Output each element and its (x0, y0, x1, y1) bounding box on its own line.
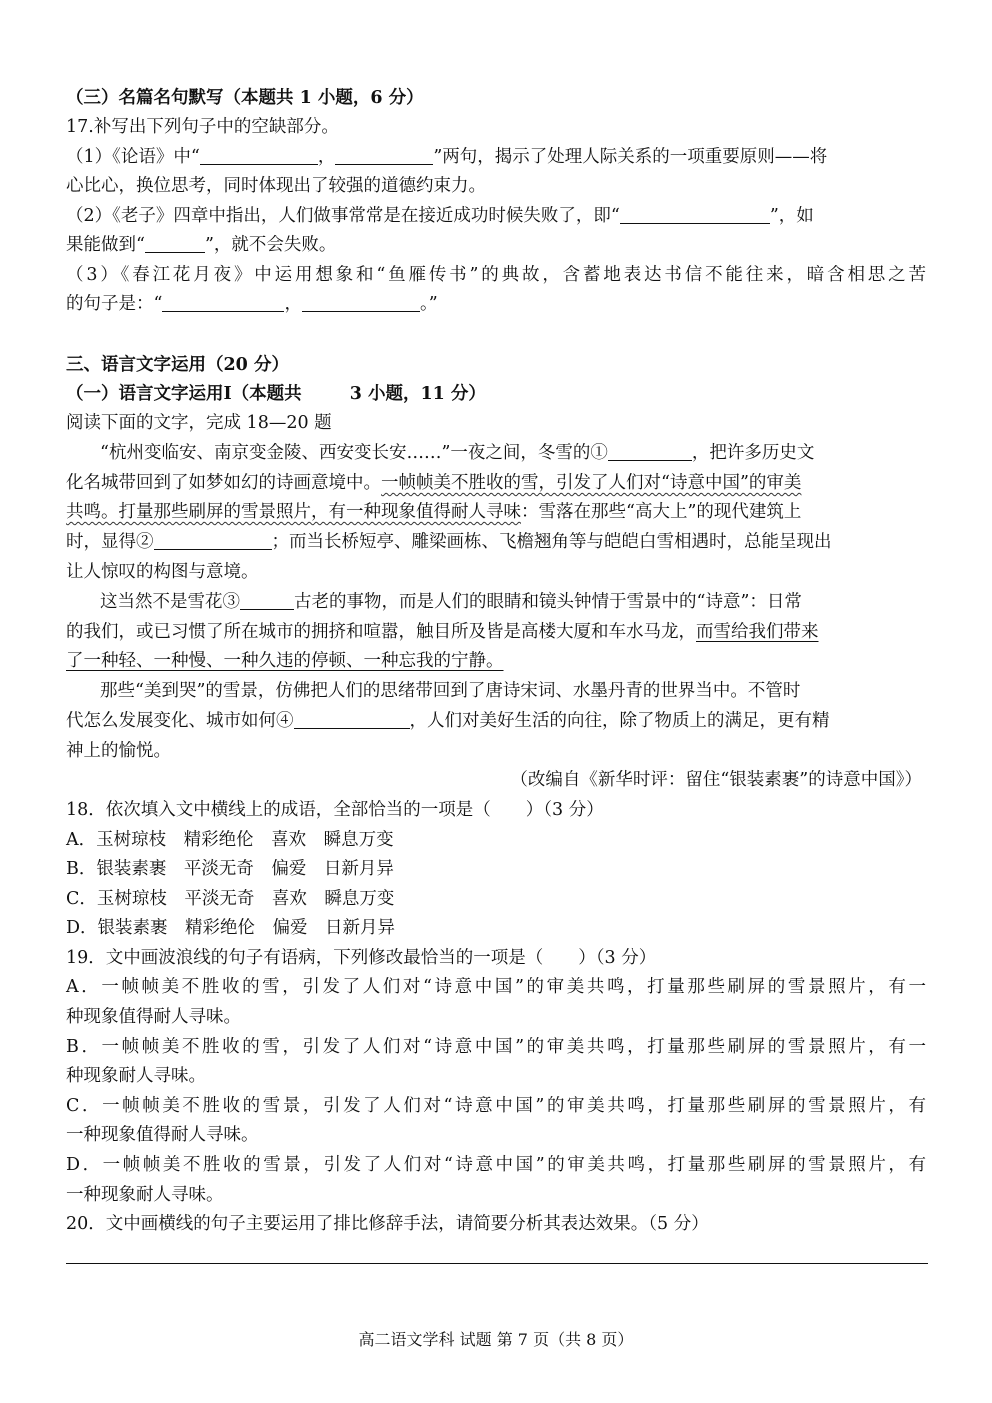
text: 这当然不是雪花③ (100, 592, 240, 612)
question-17-part-2-line-1 (66, 204, 926, 228)
passage-line-4 (66, 530, 926, 554)
answer-blank-3[interactable] (240, 591, 294, 610)
text: 果能做到“ (66, 235, 145, 255)
question-17-stem: 17.补写出下列句子中的空缺部分。 (66, 117, 339, 137)
text: 古老的事物，而是人们的眼睛和镜头钟情于雪景中的“诗意”：日常 (294, 592, 802, 612)
text: （一）语言文字运用Ⅰ（本题共 (66, 384, 302, 404)
underlined-sentence: 而雪给我们带来 (696, 622, 819, 642)
question-19-option-d-line-2[interactable]: 一种现象耐人寻味。 (66, 1185, 224, 1205)
text: 的我们，或已习惯了所在城市的拥挤和喧嚣，触目所及皆是高楼大厦和车水马龙， (66, 622, 696, 642)
question-20-stem: 20．文中画横线的句子主要运用了排比修辞手法，请简要分析其表达效果。（5 分） (66, 1214, 709, 1234)
text: ”两句，揭示了处理人际关系的一项重要原则——将 (433, 147, 828, 167)
text: ：雪落在那些“高大上”的现代建筑上 (521, 502, 802, 522)
question-19-stem: 19．文中画波浪线的句子有语病，下列修改最恰当的一项是（ ）（3 分） (66, 948, 657, 968)
section-title-language-use: 三、语言文字运用（20 分） (66, 355, 289, 375)
reading-instruction: 阅读下面的文字，完成 18—20 题 (66, 413, 332, 433)
passage-line-2 (66, 471, 926, 495)
subsection-title (66, 382, 486, 406)
passage-line-11: 神上的愉悦。 (66, 741, 171, 761)
text: “杭州变临安、南京变金陵、西安变长安……”一夜之间，冬雪的① (100, 443, 608, 463)
text: ，人们对美好生活的向往，除了物质上的满足，更有精 (409, 711, 830, 731)
text: 的句子是：“ (66, 294, 163, 314)
answer-blank[interactable] (162, 293, 284, 312)
text: 代怎么发展变化、城市如何④ (66, 711, 294, 731)
text: 。” (419, 294, 438, 314)
text: 时，显得② (66, 532, 154, 552)
question-19-option-c-line-2[interactable]: 一种现象值得耐人寻味。 (66, 1125, 259, 1145)
question-18-option-a[interactable]: A．玉树琼枝 精彩绝伦 喜欢 瞬息万变 (66, 830, 394, 850)
passage-line-7 (66, 620, 926, 644)
wavy-underlined-sentence: 一帧帧美不胜收的雪，引发了人们对“诗意中国”的审美 (381, 473, 802, 493)
question-19-option-d-line-1[interactable]: D．一帧帧美不胜收的雪景，引发了人们对“诗意中国”的审美共鸣，打量那些刷屏的雪景照片，有 (66, 1155, 926, 1175)
text: ；而当长桥短亭、雕梁画栋、飞檐翘角等与皑皑白雪相遇时，总能呈现出 (271, 532, 832, 552)
answer-blank[interactable] (302, 293, 420, 312)
text: ，把许多历史文 (691, 443, 815, 463)
text: ”，如 (769, 206, 814, 226)
question-19-option-b-line-2[interactable]: 种现象耐人寻味。 (66, 1066, 206, 1086)
question-17-part-3-line-1: （3）《春江花月夜》中运用想象和“鱼雁传书”的典故，含蓄地表达书信不能往来，暗含相思之苦 (66, 265, 926, 285)
answer-line[interactable] (66, 1263, 928, 1264)
answer-blank[interactable] (620, 205, 770, 224)
question-19-option-b-line-1[interactable]: B．一帧帧美不胜收的雪，引发了人们对“诗意中国”的审美共鸣，打量那些刷屏的雪景照片，有一 (66, 1037, 926, 1057)
passage-line-9: 那些“美到哭”的雪景，仿佛把人们的思绪带回到了唐诗宋词、水墨丹青的世界当中。不管时 (100, 681, 801, 701)
answer-blank-2[interactable] (154, 531, 272, 550)
question-17-part-1-line-1 (66, 145, 926, 169)
underlined-sentence: 了一种轻、一种慢、一种久违的停顿、一种忘我的宁静。 (66, 651, 504, 671)
passage-line-5: 让人惊叹的构图与意境。 (66, 562, 259, 582)
question-18-option-d[interactable]: D．银装素裹 精彩绝伦 偏爱 日新月异 (66, 918, 396, 938)
question-19-option-c-line-1[interactable]: C．一帧帧美不胜收的雪景，引发了人们对“诗意中国”的审美共鸣，打量那些刷屏的雪景照片，有 (66, 1096, 926, 1116)
text: （1）《论语》中“ (66, 147, 200, 167)
wavy-underlined-sentence: 共鸣。打量那些刷屏的雪景照片，有一种现象值得耐人寻味 (66, 502, 521, 522)
question-19-option-a-line-2[interactable]: 种现象值得耐人寻味。 (66, 1007, 241, 1027)
question-18-stem: 18．依次填入文中横线上的成语，全部恰当的一项是（ ）（3 分） (66, 800, 604, 820)
question-17-part-3-line-2 (66, 292, 438, 316)
question-18-option-c[interactable]: C．玉树琼枝 平淡无奇 喜欢 瞬息万变 (66, 889, 395, 909)
passage-line-3 (66, 500, 926, 524)
answer-blank[interactable] (145, 234, 205, 253)
passage-line-8 (66, 649, 504, 673)
text: ， (317, 147, 336, 167)
question-19-option-a-line-1[interactable]: A．一帧帧美不胜收的雪，引发了人们对“诗意中国”的审美共鸣，打量那些刷屏的雪景照片，有一 (66, 977, 926, 997)
text: ， (284, 294, 302, 314)
question-17-part-2-line-2 (66, 233, 336, 257)
answer-blank-1[interactable] (608, 442, 692, 461)
page-footer: 高二语文学科 试题 第 7 页（共 8 页） (358, 1330, 634, 1349)
question-17-part-1-line-2: 心比心，换位思考，同时体现出了较强的道德约束力。 (66, 176, 486, 196)
text: （2）《老子》四章中指出，人们做事常常是在接近成功时候失败了，即“ (66, 206, 620, 226)
passage-source: （改编自《新华时评：留住“银装素裹”的诗意中国》） (510, 770, 922, 790)
passage-line-1 (100, 441, 926, 465)
answer-blank[interactable] (200, 146, 318, 165)
text: 化名城带回到了如梦如幻的诗画意境中。 (66, 473, 381, 493)
text: 3 小题，11 分） (349, 384, 486, 404)
section-title-mingju: （三）名篇名句默写（本题共 1 小题，6 分） (66, 88, 424, 108)
answer-blank-4[interactable] (294, 710, 410, 729)
question-18-option-b[interactable]: B．银装素裹 平淡无奇 偏爱 日新月异 (66, 859, 394, 879)
passage-line-10 (66, 709, 926, 733)
text: ”，就不会失败。 (204, 235, 337, 255)
passage-line-6 (100, 590, 926, 614)
answer-blank[interactable] (335, 146, 433, 165)
